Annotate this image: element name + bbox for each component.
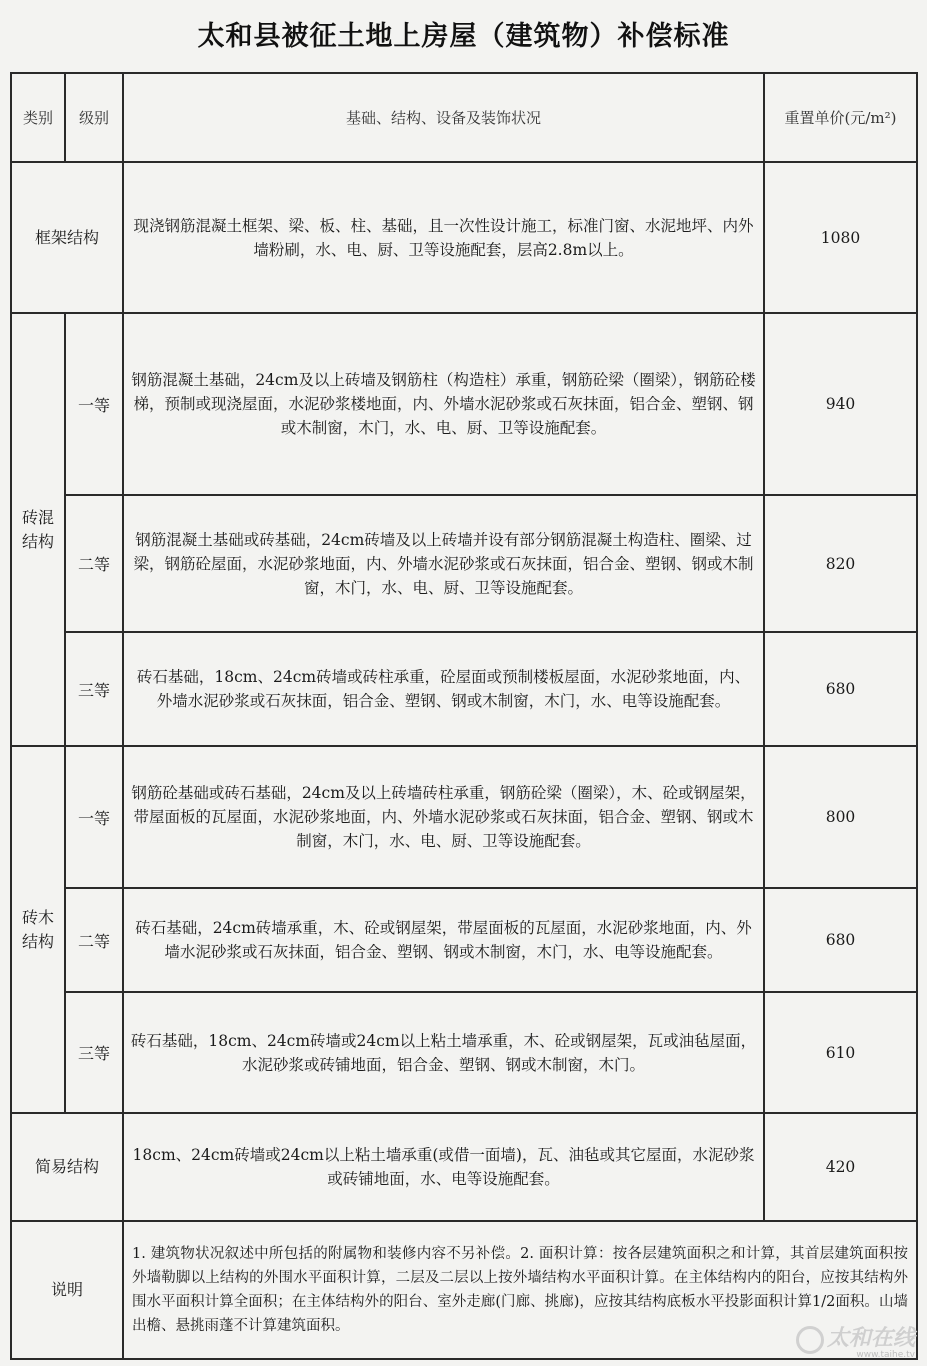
price-cell: 680 (764, 632, 917, 746)
header-description: 基础、结构、设备及装饰状况 (123, 73, 764, 162)
table-row (11, 313, 917, 495)
grade-cell: 三等 (65, 632, 123, 746)
grade-cell: 一等 (65, 313, 123, 495)
note-row (11, 1221, 917, 1359)
table-row (11, 495, 917, 632)
table-row (11, 888, 917, 992)
simple-description: 18cm、24cm砖墙或24cm以上粘土墙承重(或借一面墙)，瓦、油毡或其它屋面，水泥砂浆或砖铺地面，水、电等设施配套。 (123, 1113, 764, 1221)
watermark-logo-icon (796, 1326, 824, 1354)
note-label: 说明 (11, 1221, 123, 1359)
header-row (11, 73, 917, 162)
grade-cell: 一等 (65, 746, 123, 888)
description-cell: 砖石基础，24cm砖墙承重，木、砼或钢屋架，带屋面板的瓦屋面，水泥砂浆地面，内、外墙水泥砂浆或石灰抹面，铝合金、塑钢、钢或木制窗，木门，水、电等设施配套。 (123, 888, 764, 992)
simple-category: 简易结构 (11, 1113, 123, 1221)
price-cell: 610 (764, 992, 917, 1113)
description-cell: 砖石基础，18cm、24cm砖墙或24cm以上粘土墙承重，木、砼或钢屋架，瓦或油毡屋面，水泥砂浆或砖铺地面，铝合金、塑钢、钢或木制窗，木门。 (123, 992, 764, 1113)
simple-row (11, 1113, 917, 1221)
watermark-url: www.taihe.tv (856, 1350, 915, 1360)
watermark (796, 1321, 915, 1361)
simple-price: 420 (764, 1113, 917, 1221)
frame-description: 现浇钢筋混凝土框架、梁、板、柱、基础，且一次性设计施工，标准门窗、水泥地坪、内外墙粉刷，水、电、厨、卫等设施配套，层高2.8m以上。 (123, 162, 764, 313)
watermark-main (796, 1321, 915, 1355)
header-grade: 级别 (65, 73, 123, 162)
description-cell: 钢筋混凝土基础，24cm及以上砖墙及钢筋柱（构造柱）承重，钢筋砼梁（圈梁），钢筋砼楼梯，预制或现浇屋面，水泥砂浆楼地面，内、外墙水泥砂浆或石灰抹面，铝合金、塑钢、钢或木制窗，木门，水、电、厨、卫等设施配套。 (123, 313, 764, 495)
watermark-text: 太和在线 (826, 1325, 915, 1351)
header-price: 重置单价(元/m²) (764, 73, 917, 162)
page-title: 太和县被征土地上房屋（建筑物）补偿标准 (197, 21, 730, 52)
category-label: 砖混结构 (21, 507, 54, 551)
frame-row (11, 162, 917, 313)
frame-price: 1080 (764, 162, 917, 313)
brick-wood-category (11, 746, 65, 1113)
table-row (11, 746, 917, 888)
table-row (11, 632, 917, 746)
price-cell: 820 (764, 495, 917, 632)
category-label: 砖木结构 (21, 907, 54, 951)
price-cell: 940 (764, 313, 917, 495)
frame-category: 框架结构 (11, 162, 123, 313)
description-cell: 钢筋砼基础或砖石基础，24cm及以上砖墙砖柱承重，钢筋砼梁（圈梁），木、砼或钢屋架，带屋面板的瓦屋面，水泥砂浆地面，内、外墙水泥砂浆或石灰抹面，铝合金、塑钢、钢或木制窗，木门，水、电、厨、卫等设施配套。 (123, 746, 764, 888)
price-cell: 680 (764, 888, 917, 992)
compensation-table (10, 72, 918, 1360)
grade-cell: 三等 (65, 992, 123, 1113)
price-cell: 800 (764, 746, 917, 888)
brick-concrete-category (11, 313, 65, 746)
grade-cell: 二等 (65, 888, 123, 992)
header-category: 类别 (11, 73, 65, 162)
note-text: 1. 建筑物状况叙述中所包括的附属物和装修内容不另补偿。2. 面积计算：按各层建筑面积之和计算，其首层建筑面积按外墙勒脚以上结构的外围水平面积计算，二层及二层以上按外墙结构水平面积计算。在主体结构内的阳台，应按其结构外围水平面积计算全面积；在主体结构外的阳台、室外走廊(门廊、挑廊)，应按其结构底板水平投影面积计算1/2面积。山墙出檐、悬挑雨蓬不计算建筑面积。 (123, 1221, 917, 1359)
description-cell: 砖石基础，18cm、24cm砖墙或砖柱承重，砼屋面或预制楼板屋面，水泥砂浆地面，内、外墙水泥砂浆或石灰抹面，铝合金、塑钢、钢或木制窗，木门，水、电等设施配套。 (123, 632, 764, 746)
description-cell: 钢筋混凝土基础或砖基础，24cm砖墙及以上砖墙并设有部分钢筋混凝土构造柱、圈梁、过梁，钢筋砼屋面，水泥砂浆地面，内、外墙水泥砂浆或石灰抹面，铝合金、塑钢、钢或木制窗，木门，水、电、厨、卫等设施配套。 (123, 495, 764, 632)
table-row (11, 992, 917, 1113)
grade-cell: 二等 (65, 495, 123, 632)
